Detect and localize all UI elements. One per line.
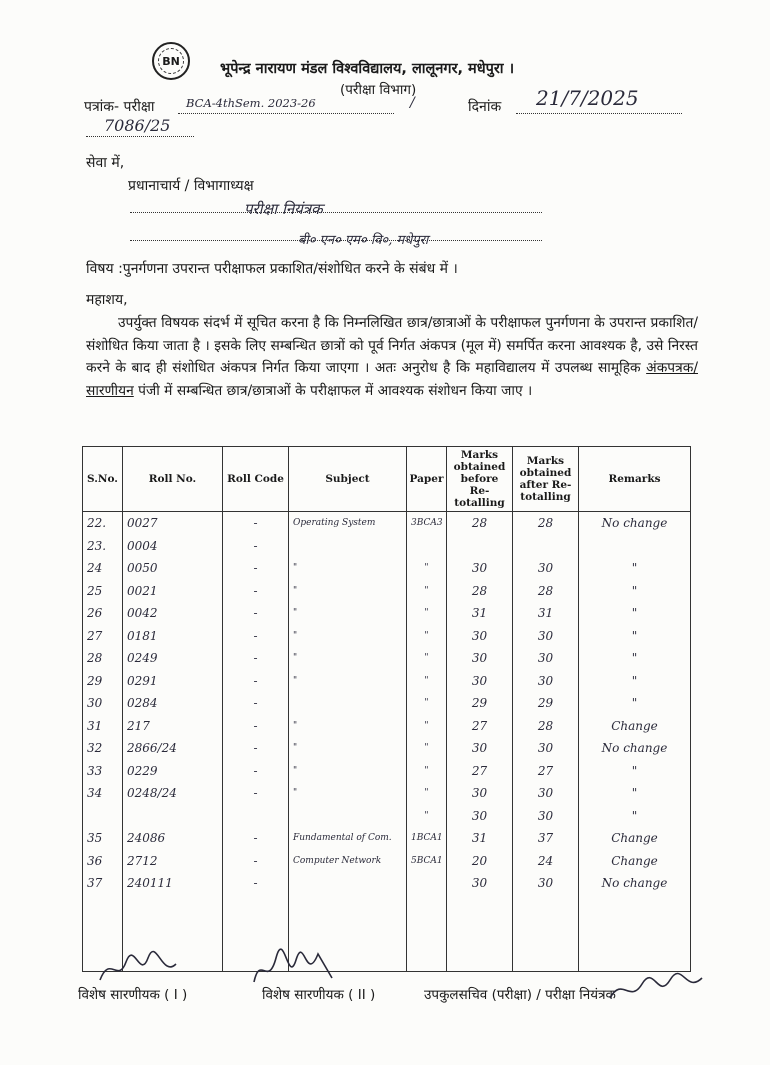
cell-marks-before: 30 [447,625,513,648]
cell-marks-after: 27 [513,760,579,783]
cell-remarks: " [579,670,691,693]
cell-marks-after: 30 [513,625,579,648]
cell-marks-before: 31 [447,827,513,850]
col-header-subject: Subject [289,447,407,512]
cell-paper: " [407,737,447,760]
cell-marks-after: 24 [513,850,579,873]
table-header-row [83,447,691,512]
cell-roll-code: - [223,557,289,580]
cell-roll-no: 0042 [123,602,223,625]
table-row [83,737,691,760]
table-row [83,512,691,535]
table-row [83,602,691,625]
cell-roll-code [223,805,289,828]
cell-paper: 1BCA1 [407,827,447,850]
cell-remarks: " [579,805,691,828]
cell-marks-after: 30 [513,782,579,805]
cell-marks-after: 30 [513,670,579,693]
cell-subject: " [289,580,407,603]
table-row [83,782,691,805]
letter-body: उपर्युक्त विषयक संदर्भ में सूचित करना है कि निम्नलिखित छात्र/छात्राओं के परीक्षाफल पुनर्गणना के उपरान्त प्रकाशित/संशोधित किया जाता है । इसके लिए सम्बन्धित छात्रों को पूर्व निर्गत अंकपत्र (मूल में) समर्पित करना आवश्यक है, उसे निरस्त करने के बाद ही संशोधित अंकपत्र निर्गत किया जाएगा । अतः अनुरोध है कि महाविद्यालय में उपलब्ध सामूहिक अंकपत्रक/सारणीयन पंजी में सम्बन्धित छात्र/छात्राओं के परीक्षाफल में आवश्यक संशोधन किया जाए । [86,315,698,399]
cell-subject: " [289,625,407,648]
cell-roll-no: 0027 [123,512,223,535]
cell-paper: " [407,782,447,805]
table-row [83,850,691,873]
cell-sno: 32 [83,737,123,760]
cell-marks-after: 30 [513,872,579,895]
handwritten-signature-3 [606,970,706,1010]
cell-sno: 22. [83,512,123,535]
ref-number: 7086/25 [104,116,171,135]
cell-marks-before: 31 [447,602,513,625]
cell-subject [289,872,407,895]
cell-subject: Operating System [289,512,407,535]
table-row [83,580,691,603]
retotalling-table [82,446,691,972]
handwritten-signature-2 [248,948,338,994]
cell-roll-code: - [223,535,289,558]
cell-marks-before: 30 [447,557,513,580]
cell-sno: 30 [83,692,123,715]
cell-marks-before: 28 [447,580,513,603]
cell-roll-no: 217 [123,715,223,738]
cell-paper: 5BCA1 [407,850,447,873]
signature-controller: उपकुलसचिव (परीक्षा) / परीक्षा नियंत्रक [424,987,616,1003]
handwritten-signature-1 [96,950,186,990]
cell-paper: " [407,692,447,715]
table-row [83,625,691,648]
cell-sno: 28 [83,647,123,670]
cell-roll-code: - [223,827,289,850]
cell-paper: " [407,715,447,738]
signature-tabulator-2: विशेष सारणीयक ( II ) [262,987,376,1003]
cell-paper: " [407,557,447,580]
cell-roll-no [123,805,223,828]
cell-roll-no: 0291 [123,670,223,693]
cell-marks-before: 30 [447,647,513,670]
cell-roll-code: - [223,737,289,760]
cell-subject: " [289,760,407,783]
cell-subject [289,535,407,558]
recipient-line-1: परीक्षा नियंत्रक [244,200,323,218]
cell-sno [83,805,123,828]
cell-remarks: " [579,602,691,625]
col-header-marks-after: Marks obtained after Re-totalling [513,447,579,512]
table-row [83,805,691,828]
date-value: 21/7/2025 [536,86,639,110]
cell-remarks [579,535,691,558]
cell-marks-after: 28 [513,512,579,535]
cell-marks-after: 30 [513,737,579,760]
signature-tabulator-1: विशेष सारणीयक ( I ) [78,987,188,1003]
cell-remarks: Change [579,850,691,873]
cell-sno: 23. [83,535,123,558]
cell-subject: " [289,715,407,738]
cell-subject: " [289,557,407,580]
cell-subject: Computer Network [289,850,407,873]
cell-roll-no: 0249 [123,647,223,670]
cell-subject [289,692,407,715]
cell-roll-code: - [223,670,289,693]
cell-marks-before: 30 [447,872,513,895]
ref-value: BCA-4thSem. 2023-26 [186,96,316,110]
cell-paper: " [407,670,447,693]
cell-roll-code: - [223,647,289,670]
cell-paper: " [407,602,447,625]
cell-sno: 31 [83,715,123,738]
cell-subject: " [289,782,407,805]
cell-remarks: No change [579,737,691,760]
cell-remarks: Change [579,715,691,738]
cell-remarks: " [579,692,691,715]
cell-marks-before: 20 [447,850,513,873]
cell-marks-before: 30 [447,670,513,693]
cell-paper [407,872,447,895]
cell-roll-code: - [223,602,289,625]
cell-roll-code: - [223,715,289,738]
col-header-paper: Paper [407,447,447,512]
cell-marks-after: 29 [513,692,579,715]
cell-marks-before: 29 [447,692,513,715]
col-header-sno: S.No. [83,447,123,512]
cell-marks-before: 27 [447,760,513,783]
cell-paper: " [407,647,447,670]
cell-subject [289,805,407,828]
table-row [83,557,691,580]
cell-roll-no: 0284 [123,692,223,715]
cell-marks-before: 30 [447,805,513,828]
cell-roll-no: 2866/24 [123,737,223,760]
university-seal-icon: BN [152,42,190,80]
cell-roll-code: - [223,850,289,873]
table-row [83,827,691,850]
cell-marks-after: 31 [513,602,579,625]
cell-sno: 36 [83,850,123,873]
cell-subject: " [289,602,407,625]
cell-remarks: " [579,782,691,805]
cell-paper: 3BCA3 [407,512,447,535]
cell-subject: " [289,647,407,670]
cell-marks-after: 30 [513,647,579,670]
table-row [83,760,691,783]
table-row [83,670,691,693]
cell-paper: " [407,580,447,603]
date-label: दिनांक [468,99,502,115]
cell-subject: " [289,737,407,760]
col-header-roll-no: Roll No. [123,447,223,512]
cell-sno: 37 [83,872,123,895]
cell-remarks: No change [579,872,691,895]
cell-marks-after: 30 [513,557,579,580]
cell-paper: " [407,805,447,828]
cell-paper [407,535,447,558]
cell-roll-no: 0021 [123,580,223,603]
cell-remarks: Change [579,827,691,850]
cell-marks-after: 28 [513,715,579,738]
cell-roll-no: 0050 [123,557,223,580]
letter-subject: विषय :पुनर्गणना उपरान्त परीक्षाफल प्रकाशित/संशोधित करने के संबंध में । [86,261,458,277]
cell-marks-after: 28 [513,580,579,603]
salutation: महाशय, [86,292,128,308]
cell-sno: 29 [83,670,123,693]
cell-sno: 34 [83,782,123,805]
cell-roll-code: - [223,872,289,895]
cell-sno: 24 [83,557,123,580]
ref-label: पत्रांक- परीक्षा [84,99,155,115]
cell-sno: 27 [83,625,123,648]
department-name: (परीक्षा विभाग) [340,82,417,98]
cell-remarks: " [579,625,691,648]
cell-roll-no: 0004 [123,535,223,558]
document-page: BN भूपेन्द्र नारायण मंडल विश्वविद्यालय, लालूनगर, मधेपुरा । (परीक्षा विभाग) पत्रांक- परीक्षा BCA-4thSem. 2023-26 / दिनांक 21/7/2025 7086/25 सेवा में, प्रधानाचार्य / विभागाध्यक्ष परीक्षा नियंत्रक बी० एन० एम० वि०, मधेपुरा विषय :पुनर्गणना उपरान्त परीक्षाफल प्रकाशित/संशोधित करने के संबंध में । महाशय, उपर्युक्त विषयक संदर्भ में सूचित करना है कि निम्नलिखित छात्र/छात्राओं के परीक्षाफल पुनर्गणना के उपरान्त प्रकाशित/संशोधित किया जाता है । इसके लिए सम्बन्धित छात्रों को पूर्व निर्गत अंकपत्र (मूल में) समर्पित करना आवश्यक है, उसे निरस्त करने के बाद ही संशोधित अंकपत्र निर्गत किया जाएगा । अतः अनुरोध है कि महाविद्यालय में उपलब्ध सामूहिक अंकपत्रक/सारणीयन पंजी में सम्बन्धित छात्र/छात्राओं के परीक्षाफल में आवश्यक संशोधन किया जाए । S.No. Roll No. Roll Code Subject Paper Marks obtained before Re-totalling Marks obtained after Re-totalling Remarks 22. 0027 - Operating System 3BCA3 28 28 No change 23. 0004 - 24 0050 - " " 30 30 " 25 0021 - " " 28 28 " 26 0042 - " " 31 31 " 27 0181 - " " 30 30 " 28 0249 - " " 30 30 " 29 0291 - " " 30 30 " 30 0284 - " 29 29 " 31 217 - " " 27 28 Change 32 2866/24 - " " 30 30 No change 33 0229 - " " 27 27 " 34 0248/24 - " " 30 30 " " 30 30 " 35 24086 - Fundamental of Com. 1BCA1 31 37 Change 36 2712 - Computer Network 5BCA1 20 24 Change 37 240111 - 30 30 No change विशेष सारणीयक ( I ) विशेष सारणीयक ( II ) उपकुलसचिव (परीक्षा) / परीक्षा नियंत्रक [0,0,770,1065]
cell-remarks: " [579,647,691,670]
cell-sno: 33 [83,760,123,783]
cell-sno: 25 [83,580,123,603]
table-row [83,872,691,895]
cell-marks-before: 27 [447,715,513,738]
cell-marks-after: 37 [513,827,579,850]
cell-roll-no: 240111 [123,872,223,895]
cell-sno: 26 [83,602,123,625]
cell-roll-no: 0229 [123,760,223,783]
cell-remarks: No change [579,512,691,535]
cell-roll-no: 0181 [123,625,223,648]
cell-roll-code: - [223,760,289,783]
table-row [83,692,691,715]
table-row [83,535,691,558]
col-header-marks-before: Marks obtained before Re-totalling [447,447,513,512]
cell-sno: 35 [83,827,123,850]
table-row [83,647,691,670]
salutation-to: सेवा में, [86,155,125,171]
cell-roll-code: - [223,782,289,805]
cell-roll-no: 24086 [123,827,223,850]
cell-roll-code: - [223,512,289,535]
table-row [83,715,691,738]
cell-roll-code: - [223,692,289,715]
cell-roll-no: 0248/24 [123,782,223,805]
cell-marks-before: 30 [447,737,513,760]
cell-marks-before: 30 [447,782,513,805]
cell-subject: " [289,670,407,693]
col-header-roll-code: Roll Code [223,447,289,512]
recipient-line-2: बी० एन० एम० वि०, मधेपुरा [298,233,429,248]
cell-roll-no: 2712 [123,850,223,873]
col-header-remarks: Remarks [579,447,691,512]
cell-remarks: " [579,557,691,580]
cell-roll-code: - [223,580,289,603]
cell-paper: " [407,625,447,648]
cell-marks-after [513,535,579,558]
cell-marks-after: 30 [513,805,579,828]
cell-subject: Fundamental of Com. [289,827,407,850]
recipient-designation: प्रधानाचार्य / विभागाध्यक्ष [128,178,254,194]
cell-marks-before: 28 [447,512,513,535]
cell-marks-before [447,535,513,558]
cell-roll-code: - [223,625,289,648]
cell-remarks: " [579,760,691,783]
university-name: भूपेन्द्र नारायण मंडल विश्वविद्यालय, लालूनगर, मधेपुरा । [220,61,515,77]
cell-remarks: " [579,580,691,603]
cell-paper: " [407,760,447,783]
